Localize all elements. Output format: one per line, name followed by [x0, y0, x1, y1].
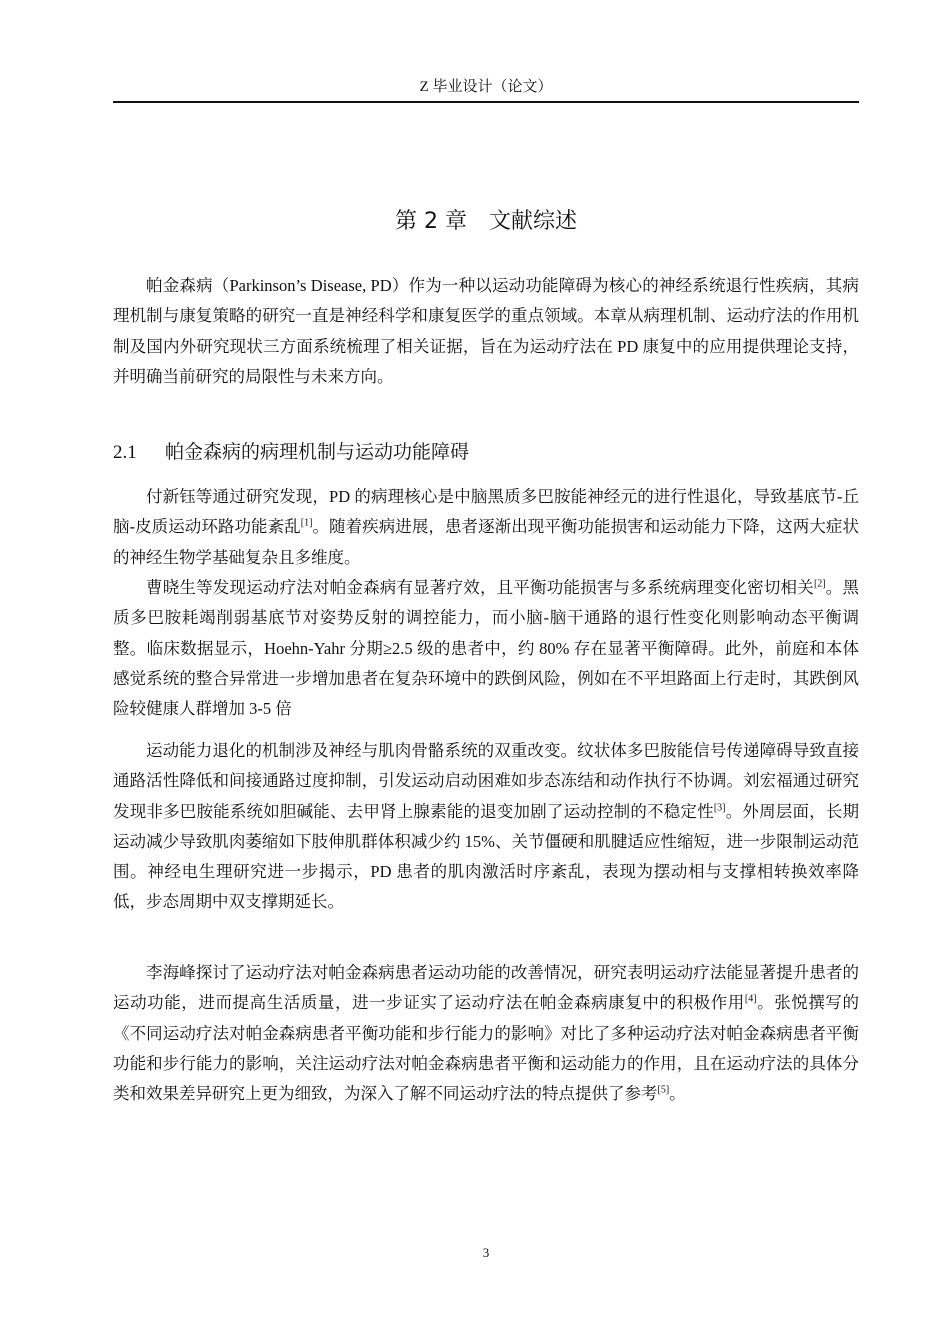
section-number: 2.1: [113, 442, 137, 463]
citation-ref-1: [1]: [300, 517, 313, 529]
chapter-name: 文献综述: [488, 209, 577, 234]
paragraph-text: 付新钰等通过研究发现，PD 的病理核心是中脑黑质多巴胺能神经元的进行性退化，导致基底节-丘脑-皮质运动环路功能紊乱: [113, 487, 859, 537]
citation-ref-3: [3]: [713, 802, 726, 814]
paragraph-text: 。外周层面，长期运动减少导致肌肉萎缩如下肢伸肌群体积减少约 15%、关节僵硬和肌腱适应性缩短，进一步限制运动范围。神经电生理研究进一步揭示，PD 患者的肌肉激活时序紊乱，表现为摆动相与支撑相转换效率降低，步态周期中双支撑期延长。: [113, 801, 860, 912]
body-paragraph-2: [113, 573, 859, 724]
paragraph-text: 运动能力退化的机制涉及神经与肌肉骨骼系统的双重改变。纹状体多巴胺能信号传递障碍导致直接通路活性降低和间接通路过度抑制，引发运动启动困难如步态冻结和动作执行不协调。刘宏福通过研究发现非多巴胺能系统如胆碱能、去甲肾上腺素能的退变加剧了运动控制的不稳定性: [113, 741, 859, 821]
body-paragraph-4: [113, 958, 859, 1109]
section-title-text: 帕金森病的病理机制与运动功能障碍: [165, 441, 470, 463]
page-number: 3: [482, 1245, 490, 1260]
paragraph-text: 李海峰探讨了运动疗法对帕金森病患者运动功能的改善情况，研究表明运动疗法能显著提升患者的运动功能，进而提高生活质量，进一步证实了运动疗法在帕金森病康复中的积极作用: [113, 963, 859, 1013]
body-paragraph-3: [113, 736, 859, 918]
citation-ref-5: [5]: [657, 1084, 670, 1096]
citation-ref-2: [2]: [813, 578, 826, 590]
paragraph-text: 。: [669, 1084, 686, 1104]
paragraph-text: 。张悦撰写的《不同运动疗法对帕金森病患者平衡功能和步行能力的影响》对比了多种运动疗法对帕金森病患者平衡功能和步行能力的影响，关注运动疗法对帕金森病患者平衡和运动能力的作用，且在运动疗法的具体分类和效果差异研究上更为细致，为深入了解不同运动疗法的特点提供了参考: [113, 993, 860, 1104]
intro-paragraph: 帕金森病（Parkinson’s Disease, PD）作为一种以运动功能障碍为核心的神经系统退行性疾病，其病理机制与康复策略的研究一直是神经科学和康复医学的重点领域。本章从病理机制、运动疗法的作用机制及国内外研究现状三方面系统梳理了相关证据，旨在为运动疗法在 PD 康复中的应用提供理论支持，并明确当前研究的局限性与未来方向。: [113, 276, 859, 386]
chapter-title: [113, 206, 859, 238]
header-rule: [113, 101, 859, 103]
chapter-number: 第 2 章: [395, 209, 467, 234]
running-header: Z 毕业设计（论文）: [419, 79, 553, 95]
paragraph-text: 。随着疾病进展，患者逐渐出现平衡功能损害和运动能力下降，这两大症状的神经生物学基础复杂且多维度。: [113, 517, 859, 567]
citation-ref-4: [4]: [744, 993, 757, 1005]
body-paragraph-1: [113, 482, 859, 573]
paragraph-text: 曹晓生等发现运动疗法对帕金森病有显著疗效，且平衡功能损害与多系统病理变化密切相关: [146, 578, 814, 597]
paragraph-text: 。黑质多巴胺耗竭削弱基底节对姿势反射的调控能力，而小脑-脑干通路的退行性变化则影响动态平衡调整。临床数据显示，Hoehn-Yahr 分期≥2.5 级的患者中，约 80% 存在显著平衡障碍。此外，前庭和本体感觉系统的整合异常进一步增加患者在复杂环境中的跌倒风险，例如在不平坦路面上行走时，其跌倒风险较健康人群增加 3-5 倍: [113, 578, 860, 719]
section-heading: [113, 437, 859, 468]
